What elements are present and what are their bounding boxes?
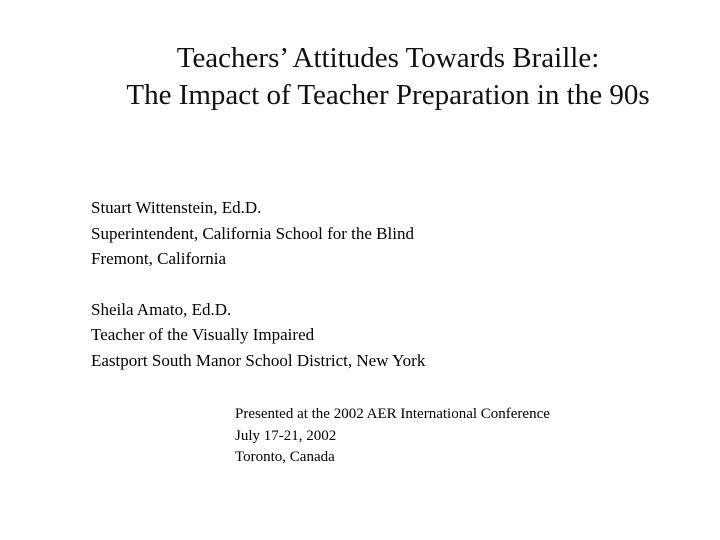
presentation-location: Toronto, Canada — [235, 449, 335, 465]
author-location: Eastport South Manor School District, New York — [91, 350, 426, 370]
author-block — [91, 297, 425, 374]
title-line-2: The Impact of Teacher Preparation in the 90s — [126, 79, 650, 111]
author-role: Superintendent, California School for the Blind — [91, 223, 414, 243]
title-line-1: Teachers’ Attitudes Towards Braille: — [176, 42, 600, 74]
presentation-conference: Presented at the 2002 AER International Conference — [235, 406, 550, 422]
author-location: Fremont, California — [91, 249, 227, 268]
author-list — [91, 195, 425, 398]
author-name: Sheila Amato, Ed.D. — [91, 299, 232, 319]
author-name: Stuart Wittenstein, Ed.D. — [91, 198, 262, 217]
presentation-info — [235, 404, 550, 469]
author-role: Teacher of the Visually Impaired — [91, 325, 315, 344]
author-block — [91, 195, 425, 272]
slide-title — [0, 40, 720, 114]
presentation-dates: July 17-21, 2002 — [235, 427, 337, 444]
